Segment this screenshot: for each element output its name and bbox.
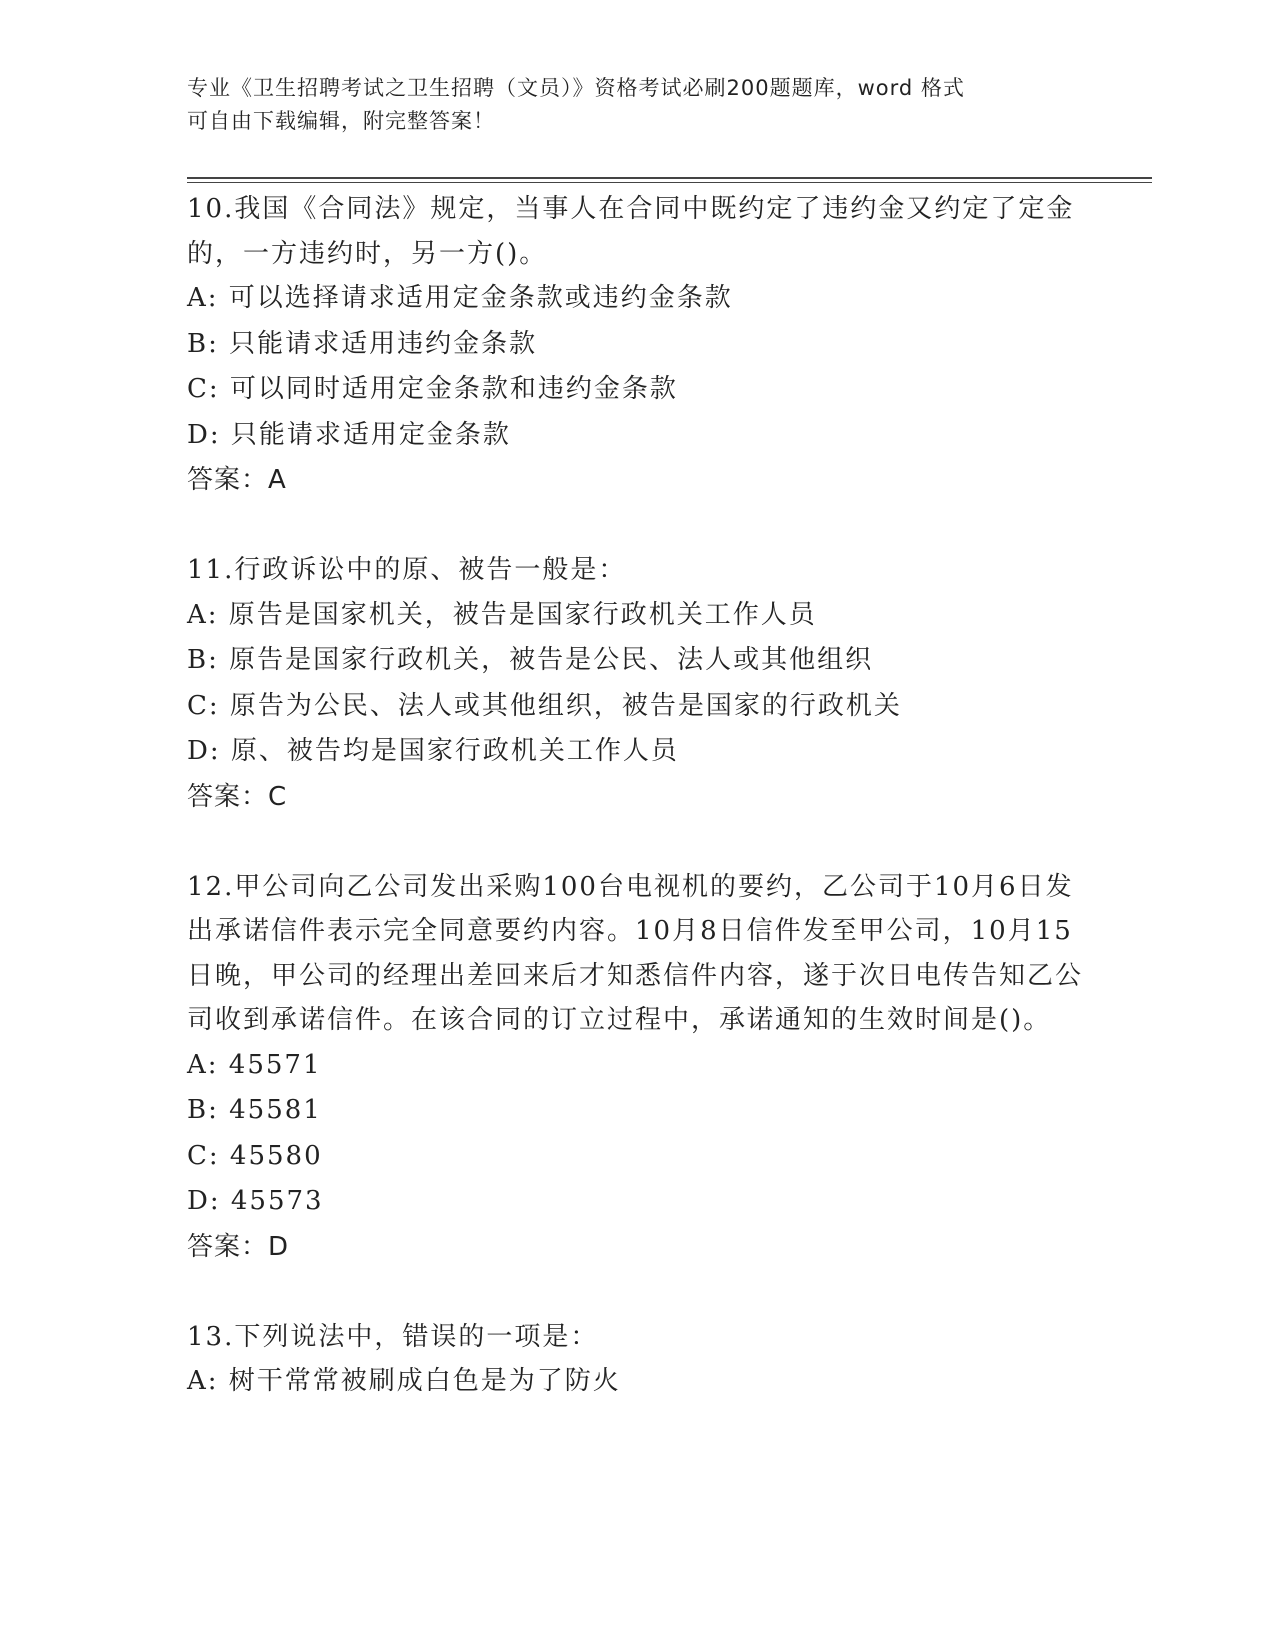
option-d: D: 原、被告均是国家行政机关工作人员: [187, 736, 679, 766]
option-a: A: 树干常常被刷成白色是为了防火: [187, 1366, 621, 1396]
option-c: C: 可以同时适用定金条款和违约金条款: [187, 374, 678, 404]
question-13: [187, 1315, 1087, 1405]
question-12: [187, 865, 1087, 1270]
document-header: [187, 72, 1067, 138]
option-b: B: 原告是国家行政机关，被告是公民、法人或其他组织: [187, 645, 874, 675]
option-d: D: 只能请求适用定金条款: [187, 419, 511, 450]
option-a: A: 可以选择请求适用定金条款或违约金条款: [187, 283, 733, 313]
option-c: C: 原告为公民、法人或其他组织，被告是国家的行政机关: [187, 690, 902, 721]
question-text: 12.甲公司向乙公司发出采购100台电视机的要约，乙公司于10月6日发出承诺信件表示完全同意要约内容。10月8日信件发至甲公司，10月15日晚，甲公司的经理出差回来后才知悉信件内容，遂于次日电传告知乙公司收到承诺信件。在该合同的订立过程中，承诺通知的生效时间是()。: [187, 871, 1084, 1035]
header-line-2: 可自由下载编辑，附完整答案！: [187, 109, 495, 133]
option-c: C: 45580: [187, 1140, 323, 1171]
question-text: 11.行政诉讼中的原、被告一般是：: [187, 555, 627, 585]
question-10: [187, 187, 1087, 503]
question-text: 10.我国《合同法》规定，当事人在合同中既约定了违约金又约定了定金的，一方违约时，另一方()。: [187, 194, 1075, 269]
question-list: [187, 187, 1087, 1450]
option-d: D: 45573: [187, 1186, 324, 1216]
option-a: A: 45571: [187, 1049, 322, 1080]
header-line-1: 专业《卫生招聘考试之卫生招聘（文员）》资格考试必刷200题题库，word 格式: [187, 76, 965, 100]
option-b: B: 只能请求适用违约金条款: [187, 328, 538, 359]
header-divider-thin: [187, 182, 1152, 183]
question-11: [187, 548, 1087, 820]
answer-label: 答案：D: [187, 1231, 290, 1262]
answer-label: 答案：A: [187, 465, 287, 495]
answer-label: 答案：C: [187, 781, 288, 812]
option-a: A: 原告是国家机关，被告是国家行政机关工作人员: [187, 599, 817, 630]
option-b: B: 45581: [187, 1095, 322, 1125]
header-divider-thick: [187, 177, 1152, 179]
question-text: 13.下列说法中，错误的一项是：: [187, 1321, 599, 1352]
